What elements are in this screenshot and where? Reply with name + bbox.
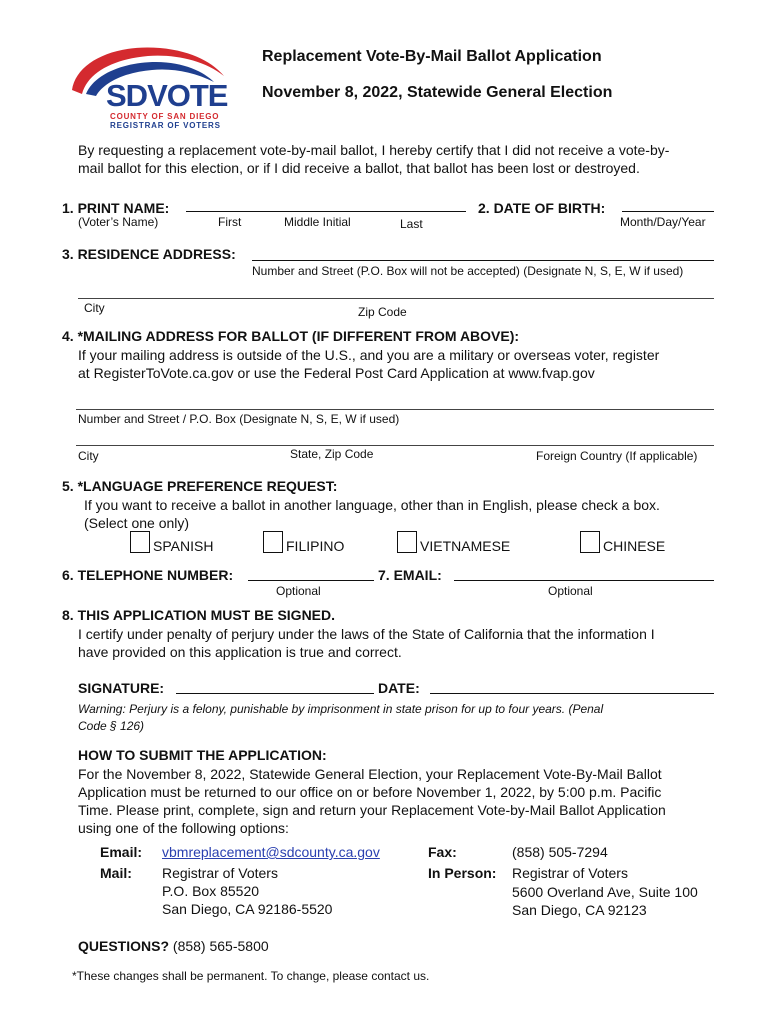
submit-heading: HOW TO SUBMIT THE APPLICATION: <box>78 747 327 763</box>
residence-street-field[interactable] <box>252 260 714 261</box>
logo-main-text: SDVOTE <box>106 78 228 113</box>
inperson-method-text: In Person <box>428 865 492 881</box>
perjury-warning-line-1: Warning: Perjury is a felony, punishable by imprisonment in state prison for up to four years. (Penal <box>78 702 604 716</box>
email-field[interactable] <box>454 580 714 581</box>
submit-line-4: using one of the following options: <box>78 820 289 836</box>
residence-street-hint: Number and Street (P.O. Box will not be accepted) (Designate N, S, E, W if used) <box>252 264 684 278</box>
residence-city-hint: City <box>84 301 105 315</box>
mail-address-line-1: Registrar of Voters <box>162 865 278 881</box>
mailing-country-hint: Foreign Country (If applicable) <box>536 449 698 463</box>
footnote: *These changes shall be permanent. To change, please contact us. <box>72 969 430 983</box>
language-label: 5. *LANGUAGE PREFERENCE REQUEST: <box>62 478 338 494</box>
chinese-checkbox[interactable] <box>580 531 600 553</box>
logo-county-text: COUNTY OF SAN DIEGO <box>110 112 220 121</box>
filipino-label: FILIPINO <box>286 538 345 554</box>
language-line-2: (Select one only) <box>84 515 190 531</box>
dob-label: 2. DATE OF BIRTH: <box>478 200 606 216</box>
mailing-city-field[interactable] <box>76 445 714 446</box>
certify-line-1: I certify under penalty of perjury under the laws of the State of California that the information I <box>78 626 655 642</box>
vietnamese-label: VIETNAMESE <box>420 538 511 554</box>
submit-line-2: Application must be returned to our office on or before November 1, 2022, by 5:00 p.m. Pacific <box>78 784 662 800</box>
submit-line-3: Time. Please print, complete, sign and return your Replacement Vote-by-Mail Ballot Application <box>78 802 666 818</box>
vietnamese-checkbox[interactable] <box>397 531 417 553</box>
chinese-label: CHINESE <box>603 538 666 554</box>
mail-address-line-2: P.O. Box 85520 <box>162 883 260 899</box>
fax-method-label: Fax: <box>428 844 457 860</box>
email-label: 7. EMAIL: <box>378 567 442 583</box>
mail-method-text: Mail <box>100 865 128 881</box>
mailing-street-field[interactable] <box>76 409 714 410</box>
date-field[interactable] <box>430 693 714 694</box>
filipino-checkbox[interactable] <box>263 531 283 553</box>
signature-field[interactable] <box>176 693 374 694</box>
inperson-address-line-3: San Diego, CA 92123 <box>512 902 647 918</box>
questions-line <box>78 937 269 955</box>
print-name-field[interactable] <box>186 211 466 212</box>
inperson-address-line-2: 5600 Overland Ave, Suite 100 <box>512 884 698 900</box>
perjury-warning-line-2: Code § 126) <box>78 719 145 733</box>
inperson-address-line-1: Registrar of Voters <box>512 865 628 881</box>
email-method-text: Email <box>100 844 138 860</box>
telephone-label: 6. TELEPHONE NUMBER: <box>62 567 234 583</box>
email-method-label: Email: <box>100 844 143 860</box>
submit-email-link[interactable]: vbmreplacement@sdcounty.ca.gov <box>162 844 380 860</box>
fax-method-text: Fax <box>428 844 453 860</box>
language-line-1: If you want to receive a ballot in another language, other than in English, please check a box. <box>84 497 660 513</box>
questions-phone: (858) 565-5800 <box>172 938 269 954</box>
questions-label: QUESTIONS? <box>78 938 170 954</box>
mailing-state-zip-hint: State, Zip Code <box>290 447 374 461</box>
spanish-checkbox[interactable] <box>130 531 150 553</box>
email-optional-hint: Optional <box>548 584 593 598</box>
logo-registrar-text: REGISTRAR OF VOTERS <box>110 121 221 130</box>
page-title: Replacement Vote-By-Mail Ballot Application <box>262 48 602 65</box>
telephone-field[interactable] <box>248 580 374 581</box>
mailing-info-line-1: If your mailing address is outside of the U.S., and you are a military or overseas voter, register <box>78 347 660 363</box>
last-name-hint: Last <box>400 217 423 231</box>
intro-line-1: By requesting a replacement vote-by-mail ballot, I hereby certify that I did not receive a vote-by- <box>78 142 670 158</box>
inperson-method-label: In Person: <box>428 865 497 881</box>
mailing-info-line-2: at RegisterToVote.ca.gov or use the Federal Post Card Application at www.fvap.gov <box>78 365 595 381</box>
residence-zip-hint: Zip Code <box>358 305 407 319</box>
sdvote-logo <box>64 42 234 132</box>
intro-line-2: mail ballot for this election, or if I did receive a ballot, that ballot has been lost or destroyed. <box>78 160 640 176</box>
submit-line-1: For the November 8, 2022, Statewide General Election, your Replacement Vote-By-Mail Ballot <box>78 766 662 782</box>
signed-label: 8. THIS APPLICATION MUST BE SIGNED. <box>62 607 336 623</box>
mail-method-label: Mail: <box>100 865 132 881</box>
residence-city-zip-field[interactable] <box>78 298 714 299</box>
voters-name-hint: (Voter’s Name) <box>78 215 159 229</box>
date-label: DATE: <box>378 680 420 696</box>
telephone-optional-hint: Optional <box>276 584 321 598</box>
middle-initial-hint: Middle Initial <box>284 215 351 229</box>
mailing-street-hint: Number and Street / P.O. Box (Designate N, S, E, W if used) <box>78 412 400 426</box>
signature-label: SIGNATURE: <box>78 680 165 696</box>
print-name-label: 1. PRINT NAME: <box>62 200 170 216</box>
mailing-address-label: 4. *MAILING ADDRESS FOR BALLOT (IF DIFFERENT FROM ABOVE): <box>62 328 520 344</box>
mailing-city-hint: City <box>78 449 99 463</box>
dob-field[interactable] <box>622 211 714 212</box>
first-name-hint: First <box>218 215 242 229</box>
page-subtitle: November 8, 2022, Statewide General Election <box>262 84 613 101</box>
spanish-label: SPANISH <box>153 538 214 554</box>
mail-address-line-3: San Diego, CA 92186-5520 <box>162 901 333 917</box>
residence-address-label: 3. RESIDENCE ADDRESS: <box>62 246 236 262</box>
certify-line-2: have provided on this application is true and correct. <box>78 644 402 660</box>
fax-number: (858) 505-7294 <box>512 844 608 860</box>
dob-hint: Month/Day/Year <box>620 215 706 229</box>
